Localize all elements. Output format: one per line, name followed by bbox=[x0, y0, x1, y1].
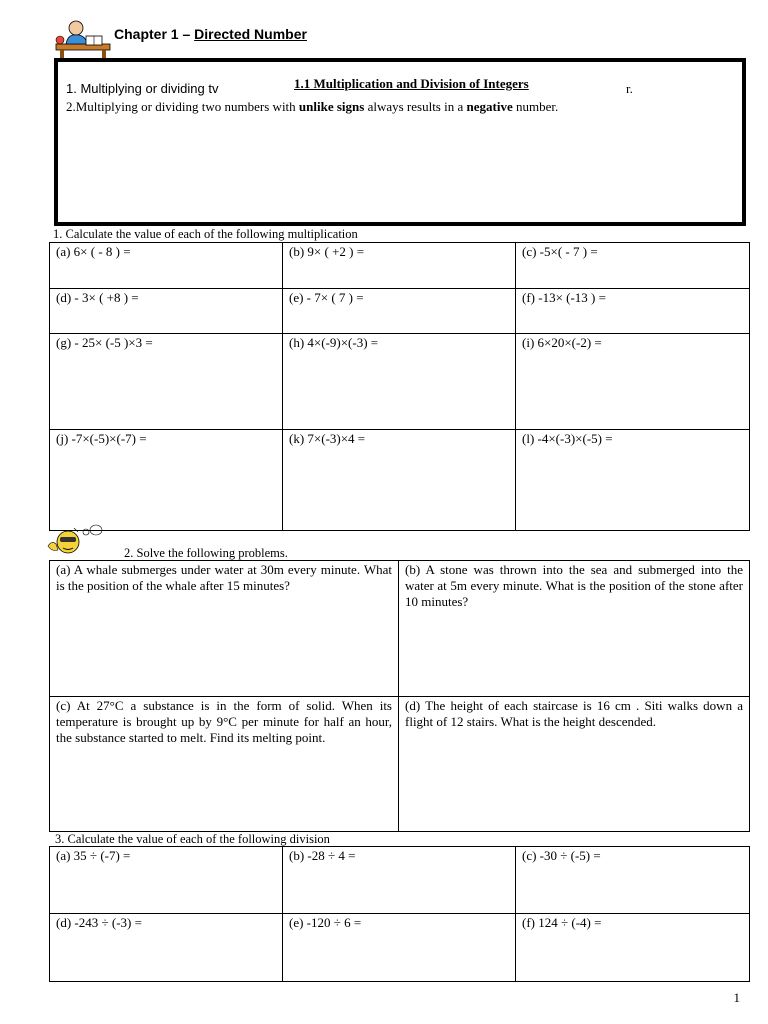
problem-cell: (a) A whale submerges under water at 30m every minute. What is the position of the whale after 15 minutes? bbox=[50, 561, 399, 697]
division-table bbox=[49, 846, 750, 982]
question-cell: (e) -120 ÷ 6 = bbox=[283, 914, 516, 982]
question-cell: (k) 7×(-3)×4 = bbox=[283, 430, 516, 531]
problem-cell: (c) At 27°C a substance is in the form of solid. When its temperature is brought up by 9°C per minute for half an hour, the substance started to melt. Find its melting point. bbox=[50, 697, 399, 832]
question-cell: (g) - 25× (-5 )×3 = bbox=[50, 334, 283, 430]
chapter-title: Directed Number bbox=[194, 26, 307, 42]
section-1-heading: 1. Calculate the value of each of the following multiplication bbox=[53, 227, 358, 241]
student-reading-clipart bbox=[52, 18, 114, 60]
problems-table bbox=[49, 560, 750, 832]
question-cell: (a) 6× ( - 8 ) = bbox=[50, 243, 283, 289]
question-cell: (j) -7×(-5)×(-7) = bbox=[50, 430, 283, 531]
question-cell: (h) 4×(-9)×(-3) = bbox=[283, 334, 516, 430]
question-cell: (e) - 7× ( 7 ) = bbox=[283, 289, 516, 334]
rule-2-bold-negative: negative bbox=[466, 99, 513, 114]
question-cell: (c) -5×( - 7 ) = bbox=[516, 243, 750, 289]
section-3-heading: 3. Calculate the value of each of the following division bbox=[55, 832, 330, 846]
question-cell: (l) -4×(-3)×(-5) = bbox=[516, 430, 750, 531]
question-cell: (b) -28 ÷ 4 = bbox=[283, 847, 516, 914]
rule-1-end: r. bbox=[626, 81, 633, 96]
rule-2 bbox=[66, 99, 558, 115]
multiplication-table bbox=[49, 242, 750, 531]
rule-1-start: 1. Multiplying or dividing tv bbox=[66, 81, 219, 96]
problem-cell: (d) The height of each staircase is 16 cm . Siti walks down a flight of 12 stairs. What is the height descended. bbox=[399, 697, 750, 832]
section-2-heading: 2. Solve the following problems. bbox=[124, 546, 288, 560]
question-cell: (f) 124 ÷ (-4) = bbox=[516, 914, 750, 982]
question-cell: (a) 35 ÷ (-7) = bbox=[50, 847, 283, 914]
question-cell: (f) -13× (-13 ) = bbox=[516, 289, 750, 334]
question-cell: (i) 6×20×(-2) = bbox=[516, 334, 750, 430]
question-cell: (d) -243 ÷ (-3) = bbox=[50, 914, 283, 982]
section-subtitle: 1.1 Multiplication and Division of Integers bbox=[294, 76, 529, 91]
problem-cell: (b) A stone was thrown into the sea and submerged into the water at 5m every minute. What is the position of the stone after 10 minutes? bbox=[399, 561, 750, 697]
question-cell: (d) - 3× ( +8 ) = bbox=[50, 289, 283, 334]
rule-2-text: always results in a bbox=[364, 99, 467, 114]
page-number: 1 bbox=[733, 990, 740, 1005]
rule-2-text: 2.Multiplying or dividing two numbers with bbox=[66, 99, 299, 114]
divider bbox=[62, 530, 102, 531]
rule-2-bold-unlike: unlike signs bbox=[298, 99, 365, 114]
question-cell: (b) 9× ( +2 ) = bbox=[283, 243, 516, 289]
chapter-prefix: Chapter 1 – bbox=[114, 26, 195, 42]
rules-box bbox=[54, 58, 746, 226]
question-cell: (c) -30 ÷ (-5) = bbox=[516, 847, 750, 914]
rule-2-text: number. bbox=[512, 99, 559, 114]
chapter-heading bbox=[114, 26, 307, 42]
